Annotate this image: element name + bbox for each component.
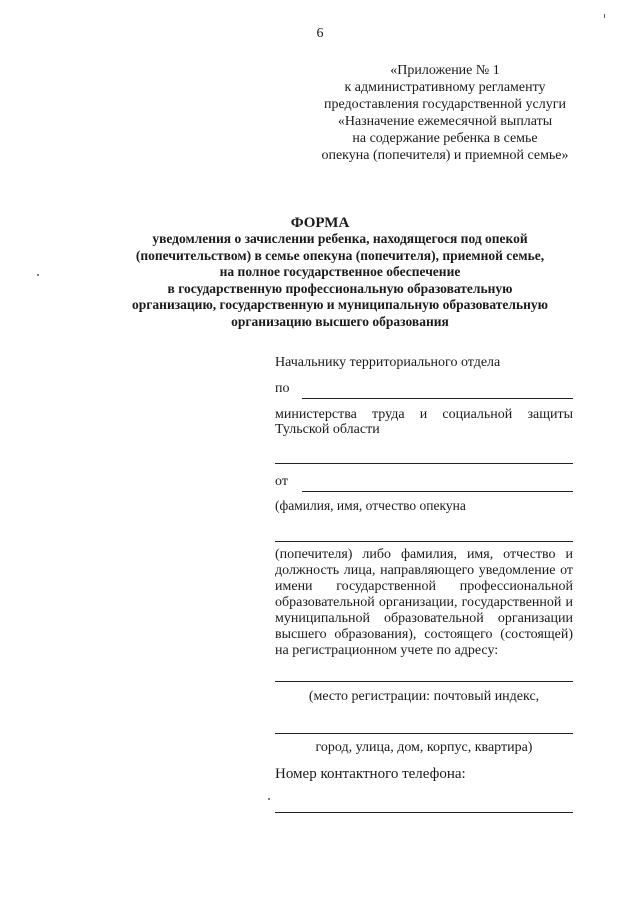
scan-speck <box>37 274 39 276</box>
description-line: должность лица, направляющего уведомление от <box>275 563 573 578</box>
po-field-line[interactable] <box>302 398 573 399</box>
fio-caption: (фамилия, имя, отчество опекуна <box>275 498 466 513</box>
page-number: 6 <box>316 26 324 41</box>
subtitle-line: организацию, государственную и муниципальную образовательную <box>132 297 548 312</box>
form-subtitle <box>100 231 580 330</box>
subtitle-line: в государственную профессиональную образовательную <box>167 280 513 296</box>
appendix-line: «Назначение ежемесячной выплаты <box>337 114 553 129</box>
address-field-line[interactable] <box>275 733 573 734</box>
address-caption: город, улица, дом, корпус, квартира) <box>315 740 533 755</box>
appendix-header <box>300 62 590 164</box>
phone-field-line[interactable] <box>275 812 573 813</box>
description-line: на регистрационном учете по адресу: <box>275 643 499 658</box>
addressee-head: Начальнику территориального отдела <box>275 355 501 370</box>
subtitle-line: (попечительством) в семье опекуна (попечителя), приемной семье, <box>135 247 545 263</box>
subtitle-line: уведомления о зачислении ребенка, находящегося под опекой <box>152 231 528 246</box>
sender-description <box>275 547 573 659</box>
ministry-line: министерства труда и социальной защиты <box>275 407 573 422</box>
po-label: по <box>275 381 290 396</box>
subtitle-line: организацию высшего образования <box>231 313 449 329</box>
description-line: муниципальной образовательной организации <box>275 611 573 626</box>
region-line: Тульской области <box>275 422 380 437</box>
description-line: (попечителя) либо фамилия, имя, отчество и <box>275 547 573 562</box>
ot-field-line[interactable] <box>302 491 573 492</box>
blank-line-1[interactable] <box>275 463 573 464</box>
description-line: имени государственной профессиональной <box>275 579 573 594</box>
appendix-line: предоставления государственной услуги <box>324 97 566 112</box>
scan-speck <box>604 14 605 18</box>
ot-label: от <box>275 474 288 489</box>
description-line: высшего образования), состоящего (состоящей) <box>275 627 573 642</box>
scan-speck <box>268 798 270 800</box>
appendix-line: на содержание ребенка в семье <box>352 131 538 146</box>
registration-caption: (место регистрации: почтовый индекс, <box>308 689 540 704</box>
appendix-line: «Приложение № 1 <box>390 63 500 78</box>
form-title: ФОРМА <box>290 215 350 231</box>
description-line: образовательной организации, государственной и <box>275 595 573 610</box>
registration-field-line[interactable] <box>275 681 573 682</box>
appendix-line: к административному регламенту <box>344 80 546 95</box>
phone-label: Номер контактного телефона: <box>275 766 466 782</box>
subtitle-line: на полное государственное обеспечение <box>219 264 461 279</box>
blank-line-2[interactable] <box>275 541 573 542</box>
appendix-line: опекуна (попечителя) и приемной семье» <box>321 148 569 163</box>
